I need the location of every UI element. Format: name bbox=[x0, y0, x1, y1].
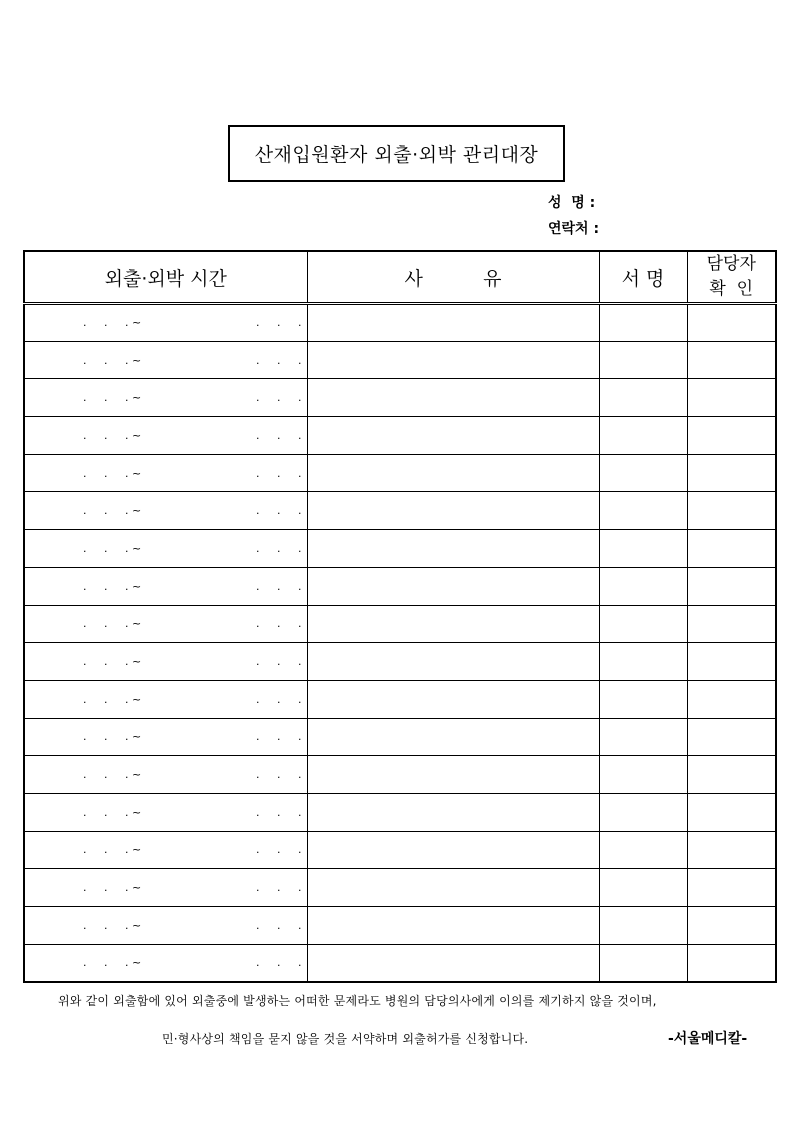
time-cell[interactable] bbox=[24, 643, 307, 681]
time-end-template: . . . bbox=[256, 466, 302, 480]
time-cell[interactable] bbox=[24, 793, 307, 831]
staff-confirm-cell[interactable] bbox=[687, 567, 776, 605]
time-cell[interactable] bbox=[24, 567, 307, 605]
staff-confirm-cell[interactable] bbox=[687, 680, 776, 718]
staff-confirm-cell[interactable] bbox=[687, 718, 776, 756]
table-row bbox=[24, 680, 776, 718]
table-row bbox=[24, 756, 776, 794]
time-end-template: . . . bbox=[256, 655, 302, 669]
table-row bbox=[24, 907, 776, 945]
signature-cell[interactable] bbox=[599, 756, 687, 794]
signature-cell[interactable] bbox=[599, 869, 687, 907]
signature-cell[interactable] bbox=[599, 304, 687, 342]
staff-confirm-cell[interactable] bbox=[687, 341, 776, 379]
staff-confirm-cell[interactable] bbox=[687, 379, 776, 417]
staff-confirm-cell[interactable] bbox=[687, 492, 776, 530]
header-staff-confirm-line2: 확 인 bbox=[709, 279, 754, 299]
time-cell[interactable] bbox=[24, 680, 307, 718]
time-end-template: . . . bbox=[256, 692, 302, 706]
table-row bbox=[24, 417, 776, 455]
time-start-template: . . . ~ bbox=[83, 428, 142, 442]
staff-confirm-cell[interactable] bbox=[687, 869, 776, 907]
time-end-template: . . . bbox=[256, 617, 302, 631]
reason-cell[interactable] bbox=[307, 454, 599, 492]
staff-confirm-cell[interactable] bbox=[687, 944, 776, 982]
signature-cell[interactable] bbox=[599, 530, 687, 568]
reason-cell[interactable] bbox=[307, 643, 599, 681]
time-cell[interactable] bbox=[24, 379, 307, 417]
signature-cell[interactable] bbox=[599, 605, 687, 643]
time-cell[interactable] bbox=[24, 417, 307, 455]
staff-confirm-cell[interactable] bbox=[687, 907, 776, 945]
patient-contact-label: 연락처 : bbox=[548, 221, 600, 237]
signature-cell[interactable] bbox=[599, 417, 687, 455]
time-cell[interactable] bbox=[24, 605, 307, 643]
table-row bbox=[24, 605, 776, 643]
time-end-template: . . . bbox=[256, 956, 302, 970]
time-start-template: . . . ~ bbox=[83, 504, 142, 518]
signature-cell[interactable] bbox=[599, 944, 687, 982]
reason-cell[interactable] bbox=[307, 605, 599, 643]
time-start-template: . . . ~ bbox=[83, 692, 142, 706]
reason-cell[interactable] bbox=[307, 944, 599, 982]
header-signature: 서 명 bbox=[599, 251, 687, 304]
table-row bbox=[24, 643, 776, 681]
staff-confirm-cell[interactable] bbox=[687, 831, 776, 869]
header-time: 외출·외박 시간 bbox=[24, 251, 307, 304]
time-cell[interactable] bbox=[24, 831, 307, 869]
signature-cell[interactable] bbox=[599, 907, 687, 945]
hospital-brand: -서울메디칼- bbox=[668, 1031, 748, 1047]
time-end-template: . . . bbox=[256, 730, 302, 744]
table-row bbox=[24, 718, 776, 756]
reason-cell[interactable] bbox=[307, 567, 599, 605]
patient-name-label: 성 명 : bbox=[548, 195, 596, 211]
reason-cell[interactable] bbox=[307, 492, 599, 530]
header-staff-confirm-line1: 담당자 bbox=[706, 254, 756, 274]
time-end-template: . . . bbox=[256, 391, 302, 405]
time-end-template: . . . bbox=[256, 805, 302, 819]
time-end-template: . . . bbox=[256, 918, 302, 932]
pledge-text-line1: 위와 같이 외출함에 있어 외출중에 발생하는 어떠한 문제라도 병원의 담당의사에게 이의를 제기하지 않을 것이며, bbox=[58, 994, 657, 1008]
time-cell[interactable] bbox=[24, 756, 307, 794]
header-staff-confirm bbox=[687, 251, 776, 304]
time-cell[interactable] bbox=[24, 341, 307, 379]
table-row bbox=[24, 454, 776, 492]
reason-cell[interactable] bbox=[307, 718, 599, 756]
time-start-template: . . . ~ bbox=[83, 918, 142, 932]
table-row bbox=[24, 492, 776, 530]
time-end-template: . . . bbox=[256, 579, 302, 593]
reason-cell[interactable] bbox=[307, 680, 599, 718]
pledge-text-line2: 민·형사상의 책임을 묻지 않을 것을 서약하며 외출허가를 신청합니다. bbox=[162, 1032, 529, 1046]
signature-cell[interactable] bbox=[599, 567, 687, 605]
time-cell[interactable] bbox=[24, 907, 307, 945]
time-end-template: . . . bbox=[256, 768, 302, 782]
reason-cell[interactable] bbox=[307, 907, 599, 945]
time-end-template: . . . bbox=[256, 316, 302, 330]
table-row bbox=[24, 831, 776, 869]
reason-cell[interactable] bbox=[307, 379, 599, 417]
staff-confirm-cell[interactable] bbox=[687, 417, 776, 455]
time-start-template: . . . ~ bbox=[83, 655, 142, 669]
signature-cell[interactable] bbox=[599, 454, 687, 492]
signature-cell[interactable] bbox=[599, 492, 687, 530]
staff-confirm-cell[interactable] bbox=[687, 530, 776, 568]
table-header-row bbox=[24, 251, 776, 304]
time-start-template: . . . ~ bbox=[83, 956, 142, 970]
table-row bbox=[24, 530, 776, 568]
reason-cell[interactable] bbox=[307, 304, 599, 342]
signature-cell[interactable] bbox=[599, 680, 687, 718]
reason-cell[interactable] bbox=[307, 793, 599, 831]
staff-confirm-cell[interactable] bbox=[687, 454, 776, 492]
time-start-template: . . . ~ bbox=[83, 579, 142, 593]
page-title: 산재입원환자 외출·외박 관리대장 bbox=[228, 125, 565, 182]
time-cell[interactable] bbox=[24, 492, 307, 530]
time-cell[interactable] bbox=[24, 869, 307, 907]
staff-confirm-cell[interactable] bbox=[687, 756, 776, 794]
reason-cell[interactable] bbox=[307, 341, 599, 379]
table-row bbox=[24, 944, 776, 982]
time-cell[interactable] bbox=[24, 530, 307, 568]
reason-cell[interactable] bbox=[307, 831, 599, 869]
time-start-template: . . . ~ bbox=[83, 316, 142, 330]
table-row bbox=[24, 304, 776, 342]
time-start-template: . . . ~ bbox=[83, 730, 142, 744]
time-start-template: . . . ~ bbox=[83, 617, 142, 631]
time-end-template: . . . bbox=[256, 504, 302, 518]
time-end-template: . . . bbox=[256, 881, 302, 895]
staff-confirm-cell[interactable] bbox=[687, 643, 776, 681]
staff-confirm-cell[interactable] bbox=[687, 793, 776, 831]
reason-cell[interactable] bbox=[307, 417, 599, 455]
time-start-template: . . . ~ bbox=[83, 768, 142, 782]
time-start-template: . . . ~ bbox=[83, 466, 142, 480]
time-end-template: . . . bbox=[256, 541, 302, 555]
reason-cell[interactable] bbox=[307, 530, 599, 568]
time-cell[interactable] bbox=[24, 944, 307, 982]
time-cell[interactable] bbox=[24, 454, 307, 492]
signature-cell[interactable] bbox=[599, 718, 687, 756]
time-end-template: . . . bbox=[256, 428, 302, 442]
table-row bbox=[24, 869, 776, 907]
time-start-template: . . . ~ bbox=[83, 391, 142, 405]
signature-cell[interactable] bbox=[599, 643, 687, 681]
header-reason: 사 유 bbox=[307, 251, 599, 304]
table-row bbox=[24, 793, 776, 831]
signature-cell[interactable] bbox=[599, 793, 687, 831]
signature-cell[interactable] bbox=[599, 831, 687, 869]
table-body bbox=[24, 304, 776, 982]
signature-cell[interactable] bbox=[599, 341, 687, 379]
reason-cell[interactable] bbox=[307, 869, 599, 907]
time-end-template: . . . bbox=[256, 843, 302, 857]
table-row bbox=[24, 341, 776, 379]
time-cell[interactable] bbox=[24, 304, 307, 342]
time-cell[interactable] bbox=[24, 718, 307, 756]
staff-confirm-cell[interactable] bbox=[687, 304, 776, 342]
time-start-template: . . . ~ bbox=[83, 881, 142, 895]
time-start-template: . . . ~ bbox=[83, 843, 142, 857]
table-row bbox=[24, 379, 776, 417]
time-start-template: . . . ~ bbox=[83, 805, 142, 819]
time-start-template: . . . ~ bbox=[83, 541, 142, 555]
table-row bbox=[24, 567, 776, 605]
signature-cell[interactable] bbox=[599, 379, 687, 417]
time-start-template: . . . ~ bbox=[83, 353, 142, 367]
staff-confirm-cell[interactable] bbox=[687, 605, 776, 643]
outing-ledger-table bbox=[23, 250, 777, 983]
reason-cell[interactable] bbox=[307, 756, 599, 794]
time-end-template: . . . bbox=[256, 353, 302, 367]
